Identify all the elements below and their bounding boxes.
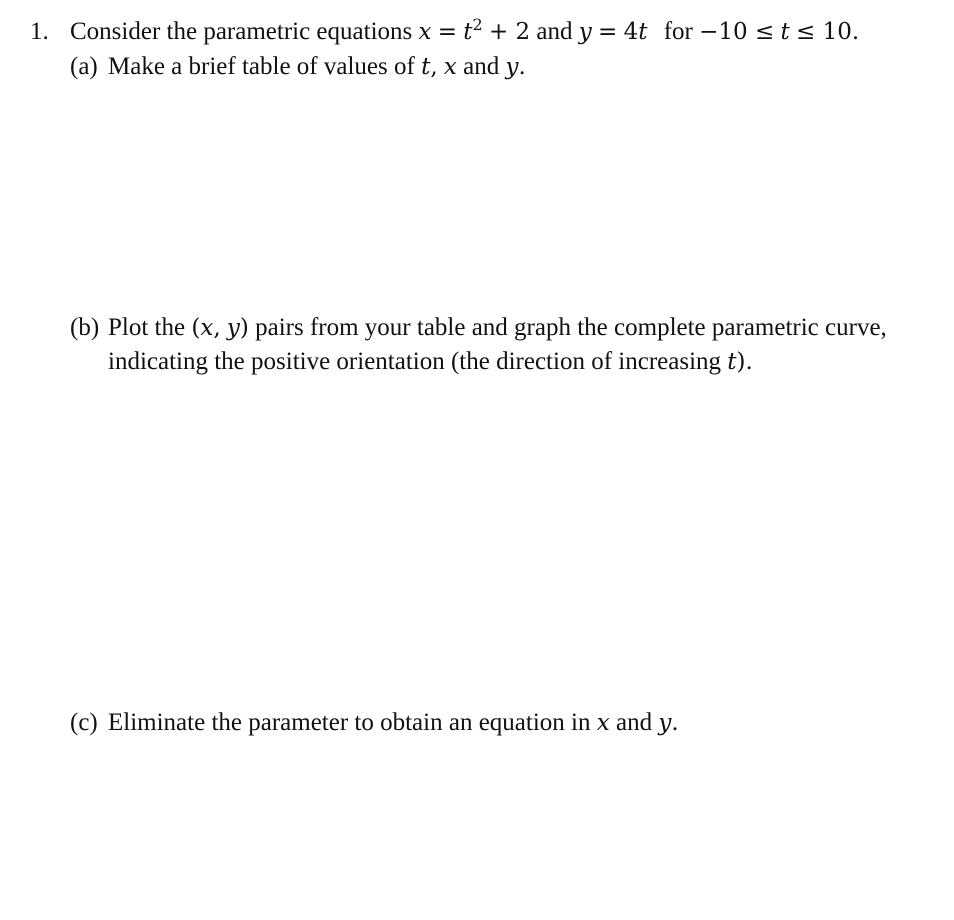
var-t-2: t xyxy=(638,19,648,45)
part-a-label: (a) xyxy=(70,53,98,80)
var-y: y xyxy=(578,19,592,45)
pair-open: ( xyxy=(191,315,201,341)
plus-two: + 2 xyxy=(488,19,531,45)
part-a-period: . xyxy=(518,54,526,80)
part-b-line-2 xyxy=(108,346,753,378)
part-a xyxy=(70,51,526,83)
var-t: t xyxy=(463,19,473,45)
part-a-text: Make a brief table of values of xyxy=(108,53,415,80)
part-a-comma: , xyxy=(430,54,438,80)
and-word: and xyxy=(536,18,573,45)
equals-sign: = xyxy=(437,19,458,45)
part-b-var-x: x xyxy=(200,315,214,341)
part-a-var-t: t xyxy=(421,54,431,80)
part-b-text-line2: indicating the positive orientation (the direction of increasing xyxy=(108,348,722,375)
part-a-and: and xyxy=(463,53,500,80)
part-c-period: . xyxy=(671,710,679,736)
var-x: x xyxy=(418,19,432,45)
range-upper: ≤ 10. xyxy=(795,19,860,45)
range-lower: −10 ≤ xyxy=(699,19,775,45)
problem-number: 1. xyxy=(30,18,49,45)
part-c-var-x: x xyxy=(596,710,610,736)
part-b-var-t: t xyxy=(727,349,737,375)
part-b-text-end: ). xyxy=(736,349,753,375)
exponent: 2 xyxy=(472,15,483,34)
part-a-var-y: y xyxy=(505,54,519,80)
part-b-label: (b) xyxy=(70,314,100,341)
part-b-text-start: Plot the xyxy=(108,314,186,341)
pair-comma: , xyxy=(213,315,221,341)
part-c-and: and xyxy=(615,709,653,736)
intro-text: Consider the parametric equations xyxy=(70,18,413,45)
part-c xyxy=(70,707,679,739)
equals-sign-2: = xyxy=(598,19,618,45)
part-c-text: Eliminate the parameter to obtain an equation in xyxy=(108,709,591,736)
part-c-label: (c) xyxy=(70,709,98,736)
part-c-var-y: y xyxy=(658,710,672,736)
part-b-text-mid: pairs from your table and graph the complete parametric curve, xyxy=(255,314,887,341)
part-b-line-1 xyxy=(70,312,887,344)
problem-statement xyxy=(70,16,859,48)
var-t-3: t xyxy=(780,19,790,45)
for-word: for xyxy=(663,18,693,45)
y-coefficient: 4 xyxy=(623,19,639,45)
pair-close: ) xyxy=(239,315,249,341)
part-b-var-y: y xyxy=(226,315,240,341)
part-a-var-x: x xyxy=(443,54,457,80)
